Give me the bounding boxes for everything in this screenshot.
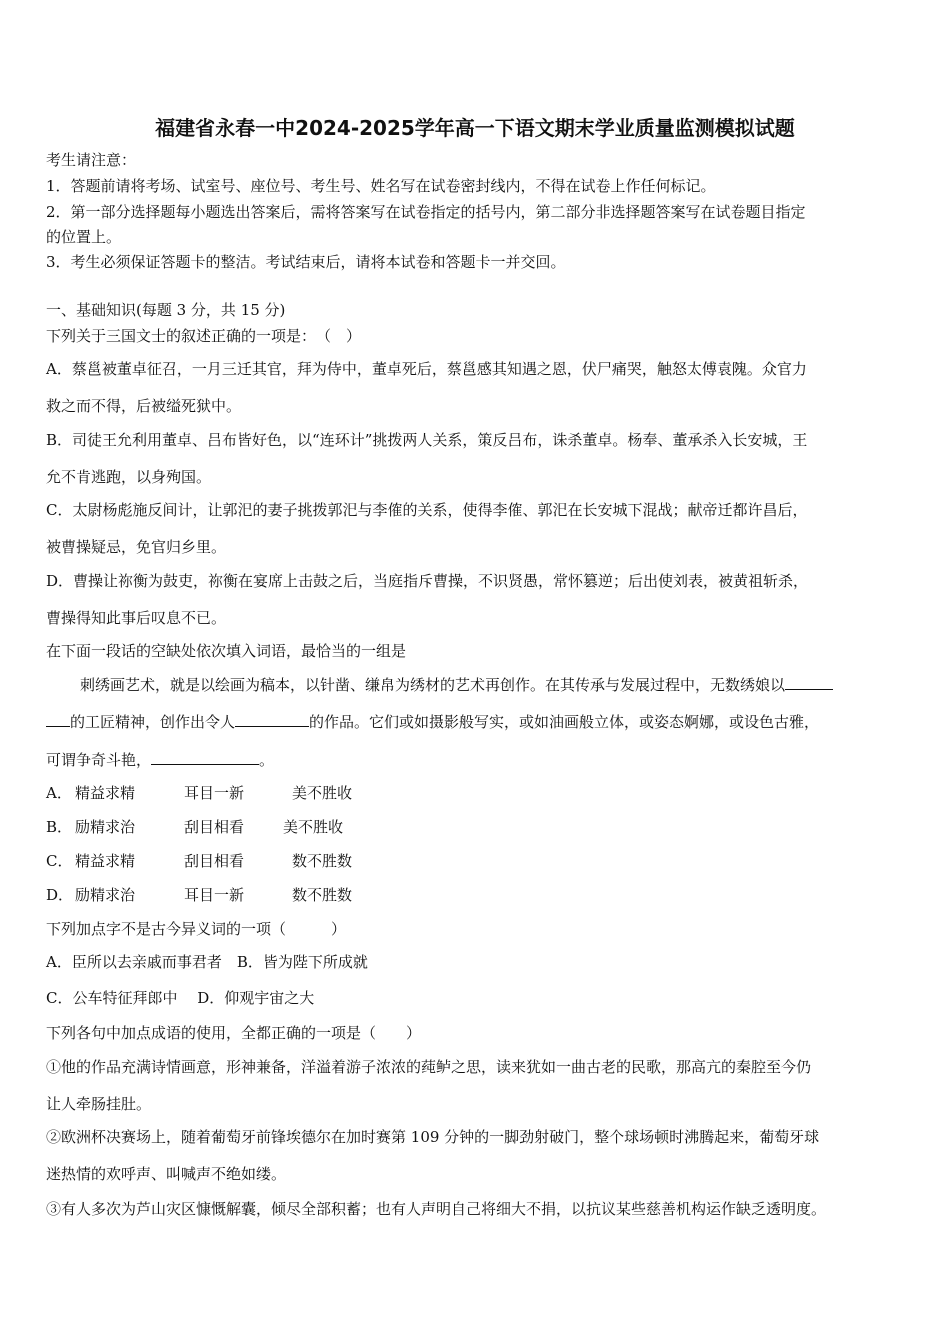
q1-option-d-line2: 曹操得知此事后叹息不已。 — [46, 609, 227, 627]
q2-option-b-label: B． — [46, 818, 73, 836]
section-heading: 一、基础知识(每题 3 分，共 15 分) — [46, 301, 286, 319]
q1-option-d-line1: D．曹操让祢衡为鼓吏，祢衡在宴席上击鼓之后，当庭指斥曹操，不识贤愚，常怀篡逆；后出使刘表，被黄祖斩杀， — [46, 572, 809, 590]
q2-option-c-word2: 刮目相看 — [184, 852, 245, 870]
q1-option-c-line2: 被曹操疑忌，免官归乡里。 — [46, 538, 227, 556]
notice-item-2b: 的位置上。 — [46, 228, 122, 246]
q2-option-b-word2: 刮目相看 — [184, 818, 245, 836]
notice-item-2a: 2．第一部分选择题每小题选出答案后，需将答案写在试卷指定的括号内，第二部分非选择题答案写在试卷题目指定 — [46, 203, 806, 221]
notice-item-3: 3．考生必须保证答题卡的整洁。考试结束后，请将本试卷和答题卡一并交回。 — [46, 253, 566, 271]
q1-option-c-line1: C．太尉杨彪施反间计，让郭汜的妻子挑拨郭汜与李傕的关系，使得李傕、郭汜在长安城下混战；献帝迁都许昌后， — [46, 501, 808, 519]
q2-passage-text-3a: 可谓争奇斗艳， — [46, 751, 152, 769]
q1-option-b-line2: 允不肯逃跑，以身殉国。 — [46, 468, 212, 486]
blank-2 — [235, 712, 309, 727]
q2-passage-line1 — [80, 675, 833, 695]
q4-sentence-1a: ①他的作品充满诗情画意，形神兼备，洋溢着游子浓浓的莼鲈之思，读来犹如一曲古老的民歌，那高亢的秦腔至今仍 — [46, 1058, 812, 1076]
q2-passage-line3 — [46, 750, 274, 770]
q4-stem: 下列各句中加点成语的使用，全都正确的一项是（ ） — [46, 1024, 422, 1042]
q2-option-b-word3: 美不胜收 — [283, 818, 344, 836]
q3-stem: 下列加点字不是古今异义词的一项（ ） — [46, 920, 347, 938]
q4-sentence-2b: 迷热情的欢呼声、叫喊声不绝如缕。 — [46, 1165, 287, 1183]
q4-sentence-3: ③有人多次为芦山灾区慷慨解囊，倾尽全部积蓄；也有人声明自己将细大不捐，以抗议某些慈善机构运作缺乏透明度。 — [46, 1200, 827, 1218]
q2-option-a-word1: 精益求精 — [75, 784, 136, 802]
q2-option-a-word3: 美不胜收 — [292, 784, 353, 802]
q2-passage-text-1: 刺绣画艺术，就是以绘画为稿本，以针凿、缣帛为绣材的艺术再创作。在其传承与发展过程中，无数绣娘以 — [80, 676, 786, 694]
q2-option-d-word1: 励精求治 — [75, 886, 136, 904]
q3-options-ab: A．臣所以去亲戚而事君者 B．皆为陛下所成就 — [46, 953, 368, 971]
q2-passage-line2 — [46, 712, 819, 732]
q2-option-c-label: C． — [46, 852, 73, 870]
q2-option-a-word2: 耳目一新 — [184, 784, 245, 802]
q2-option-d-word3: 数不胜数 — [292, 886, 353, 904]
q2-passage-text-2a: 的工匠精神，创作出令人 — [70, 713, 236, 731]
q2-stem: 在下面一段话的空缺处依次填入词语，最恰当的一组是 — [46, 642, 407, 660]
q2-passage-text-3b: 。 — [259, 751, 275, 769]
blank-3 — [151, 750, 259, 765]
q4-sentence-2a: ②欧洲杯决赛场上，随着葡萄牙前锋埃德尔在加时赛第 109 分钟的一脚劲射破门，整个球场顿时沸腾起来，葡萄牙球 — [46, 1128, 820, 1146]
notice-item-1: 1．答题前请将考场、试室号、座位号、考生号、姓名写在试卷密封线内，不得在试卷上作任何标记。 — [46, 177, 716, 195]
q2-option-d-label: D． — [46, 886, 74, 904]
q2-option-d-word2: 耳目一新 — [184, 886, 245, 904]
blank-1 — [785, 675, 833, 690]
q2-passage-text-2b: 的作品。它们或如摄影般写实，或如油画般立体，或姿态婀娜，或设色古雅， — [309, 713, 820, 731]
q4-sentence-1b: 让人牵肠挂肚。 — [46, 1095, 152, 1113]
q3-options-cd: C．公车特征拜郎中 D．仰观宇宙之大 — [46, 989, 315, 1007]
notice-heading: 考生请注意： — [46, 151, 137, 169]
q1-stem: 下列关于三国文士的叙述正确的一项是： （ ） — [46, 327, 362, 345]
page-title: 福建省永春一中2024-2025学年高一下语文期末学业质量监测模拟试题 — [155, 116, 795, 140]
q1-option-a-line1: A．蔡邕被董卓征召，一月三迁其官，拜为侍中，董卓死后，蔡邕感其知遇之恩，伏尸痛哭，触怒太傅袁隗。众官力 — [46, 360, 807, 378]
q2-option-a-label: A． — [46, 784, 72, 802]
q2-option-c-word3: 数不胜数 — [292, 852, 353, 870]
q2-option-c-word1: 精益求精 — [75, 852, 136, 870]
q2-option-b-word1: 励精求治 — [75, 818, 136, 836]
q1-option-a-line2: 救之而不得，后被缢死狱中。 — [46, 397, 242, 415]
blank-1-continued — [46, 712, 70, 727]
q1-option-b-line1: B．司徒王允利用董卓、吕布皆好色，以“连环计”挑拨两人关系，策反吕布，诛杀董卓。杨奉、董承杀入长安城，王 — [46, 431, 808, 449]
